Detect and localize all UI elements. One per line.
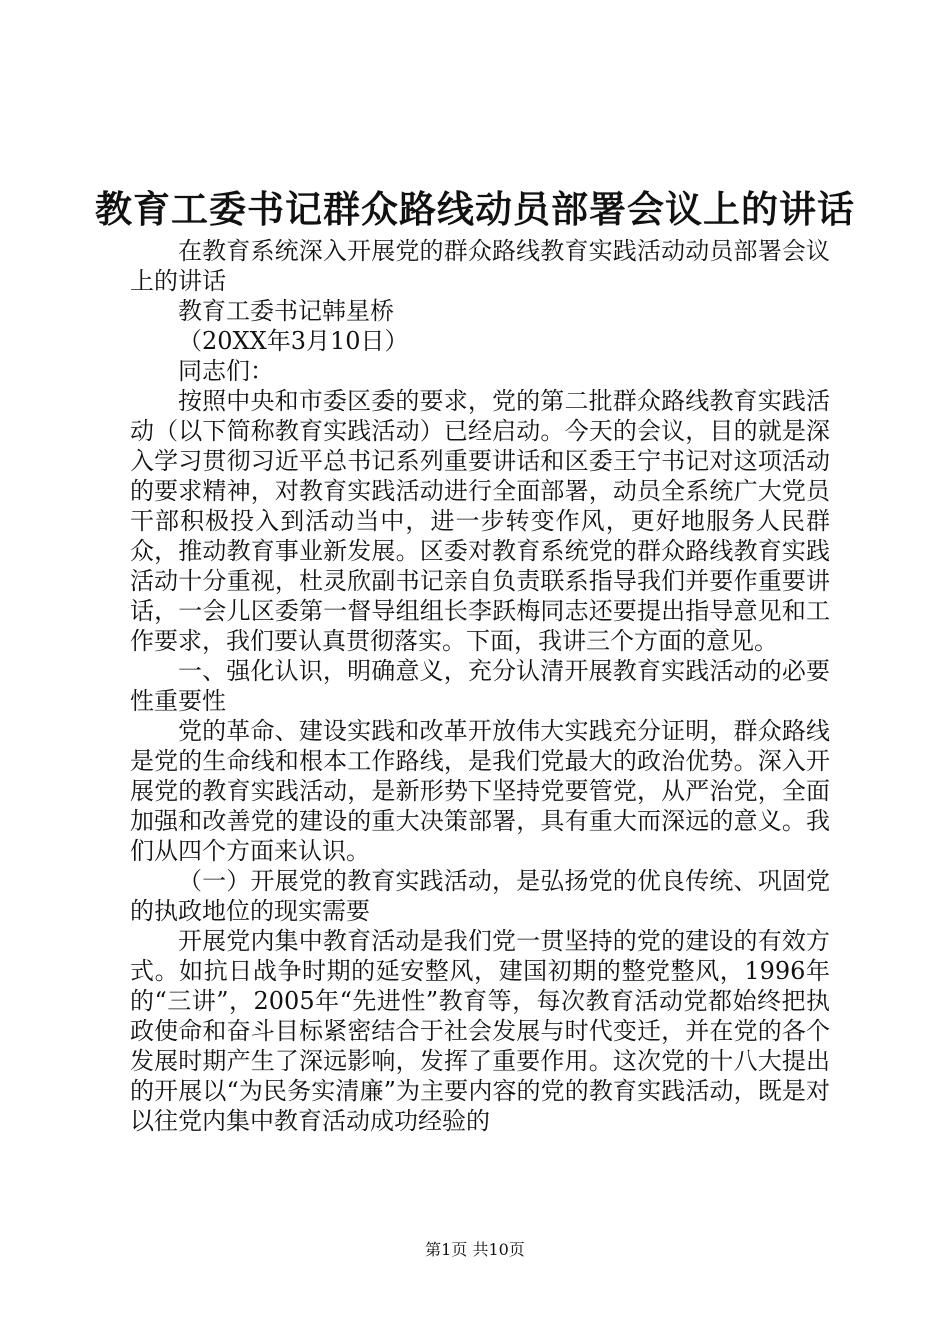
body-paragraph: 党的革命、建设实践和改革开放伟大实践充分证明，群众路线是党的生命线和根本工作路线，是我们党最大的政治优势。深入开展党的教育实践活动，是新形势下坚持党要管党，从严治党，全面加强和改善党的建设的重大决策部署，具有重大而深远的意义。我们从四个方面来认识。 — [130, 717, 830, 865]
document-body — [130, 236, 830, 1136]
date-line: （20XX年3月10日） — [178, 327, 409, 355]
subsection-heading-1: （一）开展党的教育实践活动，是弘扬党的优良传统、巩固党的执政地位的现实需要 — [130, 867, 830, 925]
page-footer: 第1页 共10页 — [425, 1240, 525, 1259]
salutation: 同志们： — [178, 357, 274, 385]
section-heading-1: 一、强化认识，明确意义，充分认清开展教育实践活动的必要性重要性 — [130, 657, 830, 715]
body-paragraph: 开展党内集中教育活动是我们党一贯坚持的党的建设的有效方式。如抗日战争时期的延安整风，建国初期的整党整风，1996年的“三讲”，2005年“先进性”教育等，每次教育活动党都始终把执政使命和奋斗目标紧密结合于社会发展与时代变迁，并在党的各个发展时期产生了深远影响，发挥了重要作用。这次党的十八大提出的开展以“为民务实清廉”为主要内容的党的教育实践活动，既是对以往党内集中教育活动成功经验的 — [130, 927, 830, 1135]
subtitle-paragraph: 在教育系统深入开展党的群众路线教育实践活动动员部署会议上的讲话 — [130, 237, 830, 295]
intro-paragraph: 按照中央和市委区委的要求，党的第二批群众路线教育实践活动（以下简称教育实践活动）已经启动。今天的会议，目的就是深入学习贯彻习近平总书记系列重要讲话和区委王宁书记对这项活动的要求精神，对教育实践活动进行全面部署，动员全系统广大党员干部积极投入到活动当中，进一步转变作风，更好地服务人民群众，推动教育事业新发展。区委对教育系统党的群众路线教育实践活动十分重视，杜灵欣副书记亲自负责联系指导我们并要作重要讲话，一会儿区委第一督导组组长李跃梅同志还要提出指导意见和工作要求，我们要认真贯彻落实。下面，我讲三个方面的意见。 — [130, 387, 830, 655]
speaker-line: 教育工委书记韩星桥 — [178, 297, 394, 325]
document-title: 教育工委书记群众路线动员部署会议上的讲话 — [95, 187, 855, 231]
